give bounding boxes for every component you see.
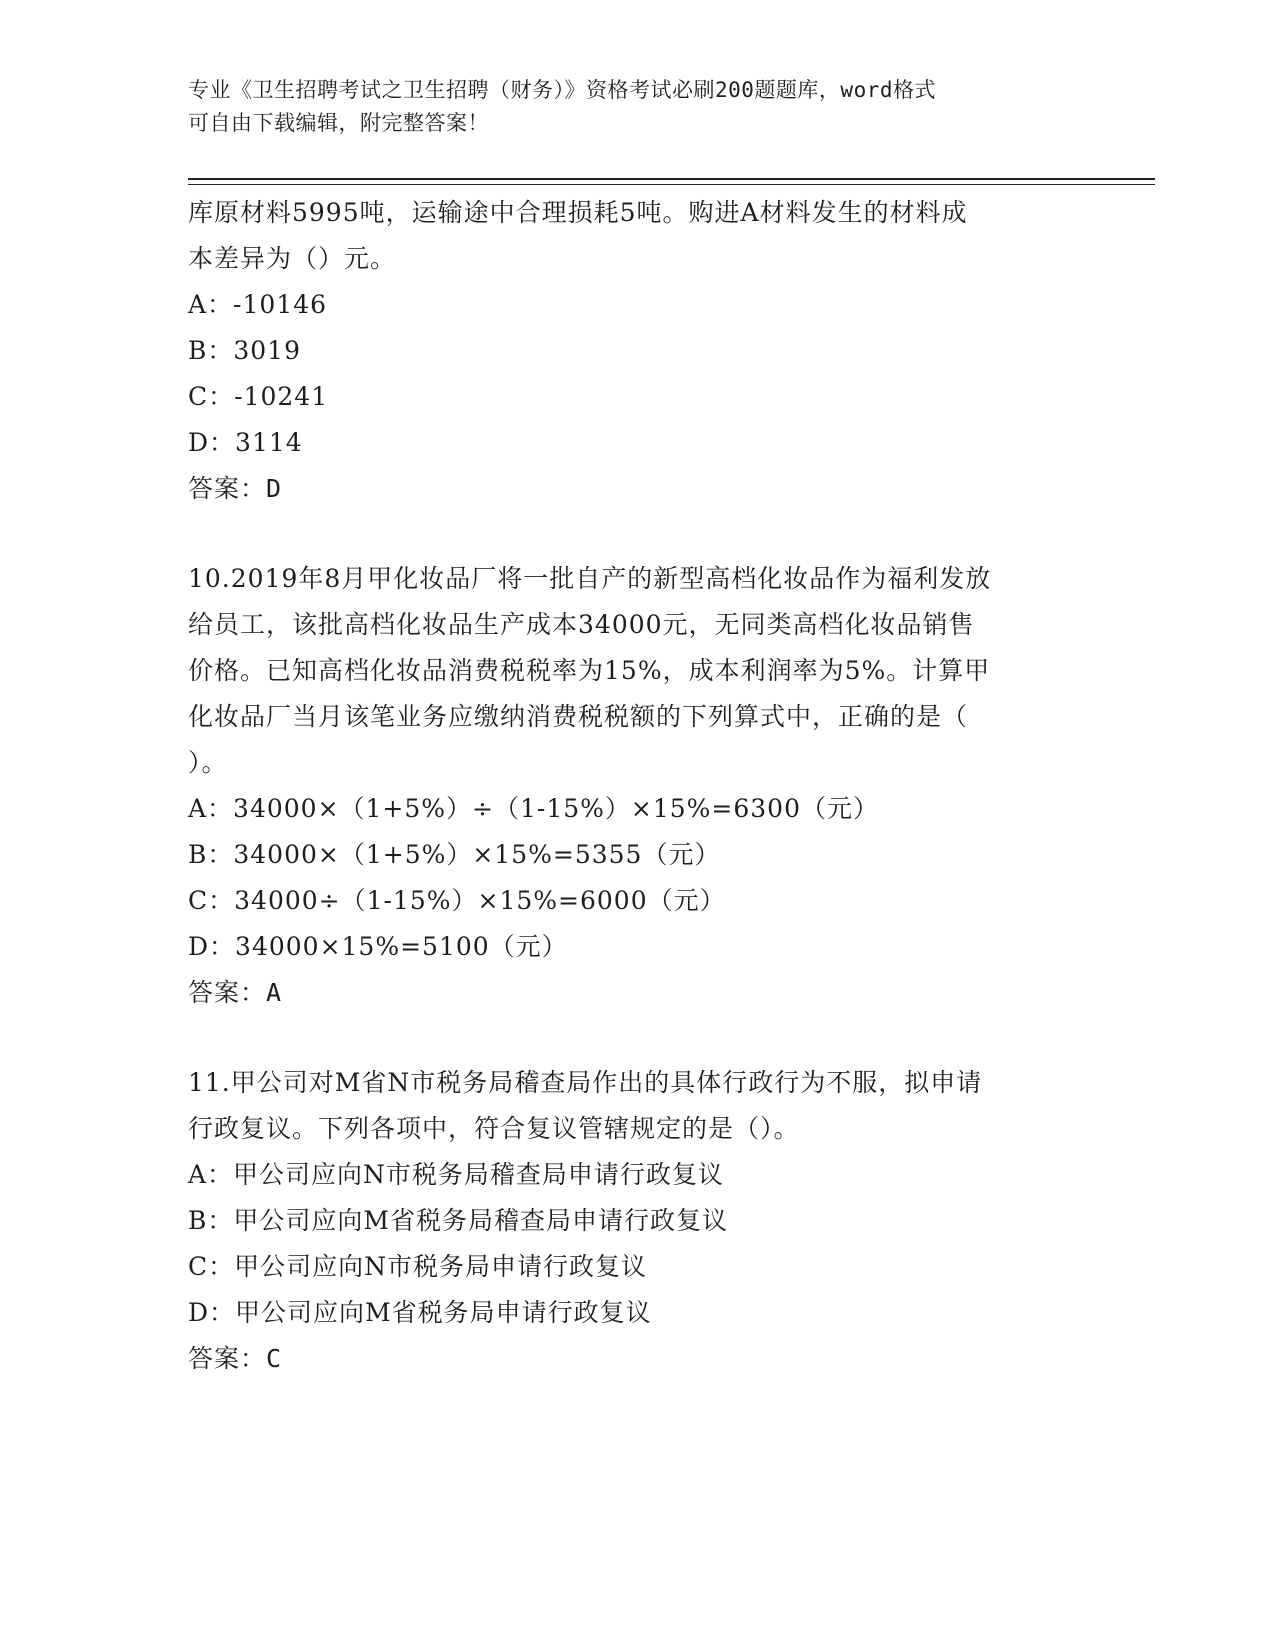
document-header [188, 74, 1088, 140]
question-10-stem-line: 10.2019年8月甲化妆品厂将一批自产的新型高档化妆品作为福利发放 [188, 564, 992, 593]
question-10-option-a: A：34000×（1+5%）÷（1-15%）×15%=6300（元） [188, 794, 879, 823]
question-9 [188, 190, 1088, 512]
question-11-option-d: D：甲公司应向M省税务局申请行政复议 [188, 1298, 652, 1327]
question-9-option-b: B：3019 [188, 336, 301, 365]
question-10-stem-line: 化妆品厂当月该笔业务应缴纳消费税税额的下列算式中，正确的是（ [188, 702, 969, 731]
question-11-stem-line: 11.甲公司对M省N市税务局稽查局作出的具体行政行为不服，拟申请 [188, 1068, 983, 1097]
question-10-stem-line: 给员工，该批高档化妆品生产成本34000元，无同类高档化妆品销售 [188, 610, 975, 639]
question-11-stem-line: 行政复议。下列各项中，符合复议管辖规定的是（）。 [188, 1114, 800, 1143]
question-10-stem-line: 价格。已知高档化妆品消费税税率为15%，成本利润率为5%。计算甲 [188, 656, 991, 685]
question-10-option-b: B：34000×（1+5%）×15%=5355（元） [188, 840, 721, 869]
question-11 [188, 1060, 1088, 1382]
question-11-answer: 答案：C [188, 1344, 283, 1373]
header-title-line-2: 可自由下载编辑，附完整答案！ [188, 111, 489, 135]
question-9-stem-line: 本差异为（）元。 [188, 244, 397, 273]
question-11-option-c: C：甲公司应向N市税务局申请行政复议 [188, 1252, 648, 1281]
question-10-option-d: D：34000×15%=5100（元） [188, 932, 568, 961]
question-10-answer: 答案：A [188, 978, 283, 1007]
question-10-stem-line: ）。 [188, 748, 228, 777]
question-9-option-d: D：3114 [188, 428, 303, 457]
question-10-option-c: C：34000÷（1-15%）×15%=6000（元） [188, 886, 726, 915]
question-10 [188, 556, 1088, 1016]
question-content [188, 190, 1088, 1382]
header-title-line-1: 专业《卫生招聘考试之卫生招聘（财务）》资格考试必刷200题题库，word格式 [188, 78, 936, 102]
question-spacer [188, 512, 1088, 556]
question-9-stem-line: 库原材料5995吨，运输途中合理损耗5吨。购进A材料发生的材料成 [188, 198, 968, 227]
question-11-option-b: B：甲公司应向M省税务局稽查局申请行政复议 [188, 1206, 728, 1235]
header-divider-thin [188, 184, 1155, 185]
header-divider-thick [188, 178, 1155, 180]
question-spacer [188, 1016, 1088, 1060]
question-9-answer: 答案：D [188, 474, 283, 503]
question-11-option-a: A：甲公司应向N市税务局稽查局申请行政复议 [188, 1160, 724, 1189]
question-9-option-c: C：-10241 [188, 382, 329, 411]
question-9-option-a: A：-10146 [188, 290, 328, 319]
